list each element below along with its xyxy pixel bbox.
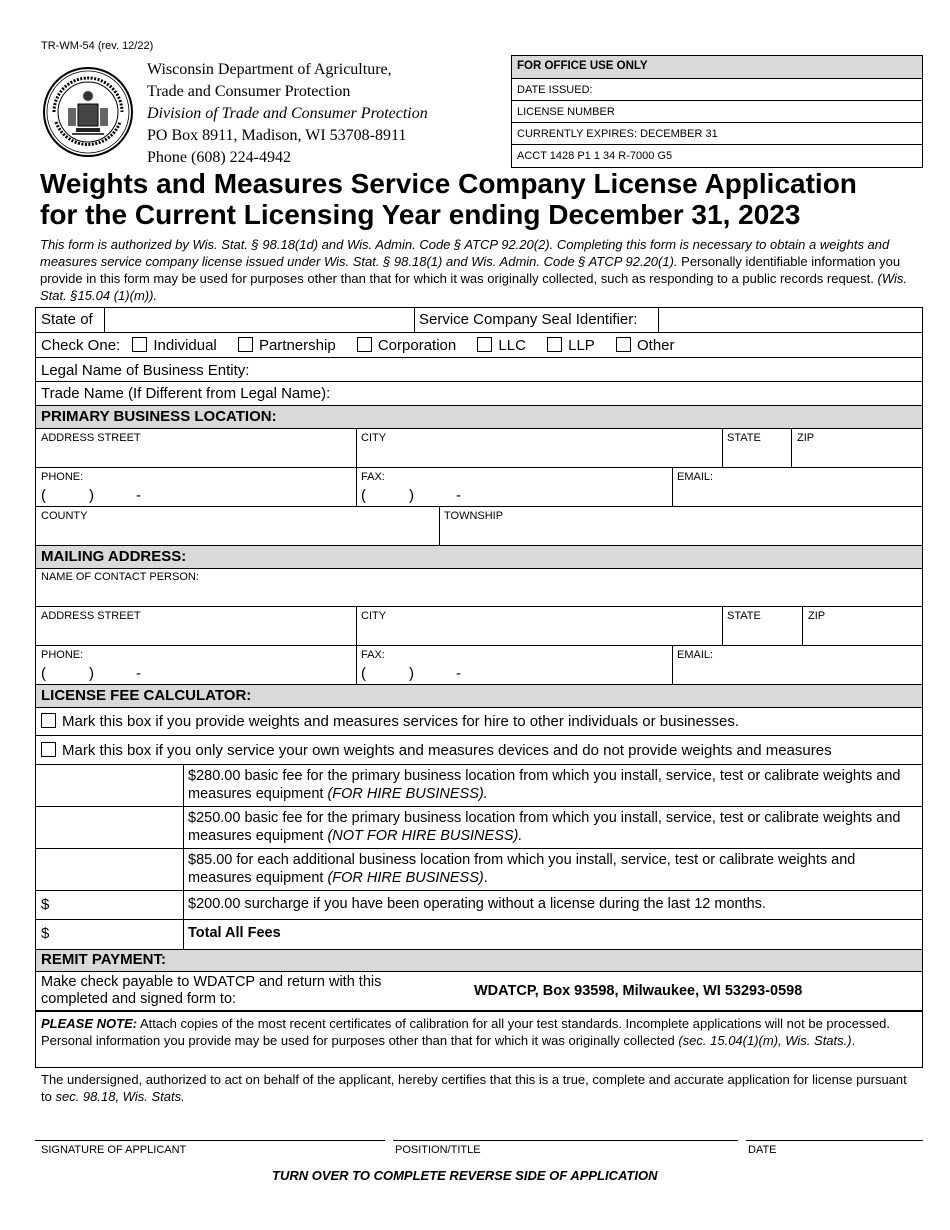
mailing-phone-paren-open: ( — [41, 665, 46, 682]
please-note-body: Attach copies of the most recent certificates of calibration for all your test standards. Incomplete applications will not be processed. Personal information you provide may be used for purposes other than that for which it was originally collected — [41, 1016, 891, 1048]
individual-label: Individual — [153, 337, 217, 354]
for-hire-checkbox[interactable] — [41, 713, 56, 728]
partnership-label: Partnership — [258, 337, 336, 354]
primary-fax-dash: - — [456, 487, 461, 504]
mailing-phone-label: PHONE: — [41, 649, 84, 661]
agency-name-line2: Trade and Consumer Protection — [147, 83, 351, 100]
fee3-emphasis: (FOR HIRE BUSINESS) — [327, 870, 484, 886]
mailing-address-street-input[interactable] — [37, 624, 355, 644]
surcharge-dollar-sign: $ — [41, 896, 50, 913]
mailing-state-label: STATE — [727, 610, 761, 622]
partnership-checkbox[interactable] — [238, 337, 253, 352]
primary-email-label: EMAIL: — [677, 471, 714, 483]
signature-label: SIGNATURE OF APPLICANT — [41, 1144, 187, 1156]
office-account: ACCT 1428 P1 1 34 R-7000 G5 — [517, 150, 673, 162]
remit-address: WDATCP, Box 93598, Milwaukee, WI 53293-0598 — [474, 983, 803, 999]
llp-label: LLP — [568, 337, 595, 354]
mailing-email-input[interactable] — [674, 663, 921, 683]
primary-phone-paren-close: ) — [89, 487, 94, 504]
own-devices-checkbox[interactable] — [41, 742, 56, 757]
please-note-cite: (sec. 15.04(1)(m), Wis. Stats.) — [678, 1033, 852, 1048]
please-note-end: . — [851, 1033, 856, 1048]
other-checkbox[interactable] — [616, 337, 631, 352]
mailing-zip-input[interactable] — [804, 624, 921, 644]
trade-name-label: Trade Name (If Different from Legal Name): — [41, 385, 331, 402]
primary-fax-paren-open: ( — [361, 487, 366, 504]
turn-over-footer: TURN OVER TO COMPLETE REVERSE SIDE OF APPLICATION — [272, 1168, 658, 1183]
other-label: Other — [636, 337, 675, 354]
agency-block — [147, 59, 428, 169]
primary-zip-input[interactable] — [793, 446, 921, 466]
fee1-amount-input[interactable] — [37, 766, 181, 804]
llc-label: LLC — [498, 337, 526, 354]
position-title-input[interactable] — [393, 1115, 738, 1140]
agency-phone: Phone (608) 224-4942 — [147, 149, 291, 166]
please-note-text — [41, 1015, 917, 1049]
agency-address: PO Box 8911, Madison, WI 53708-8911 — [147, 127, 407, 144]
llp-checkbox[interactable] — [547, 337, 562, 352]
primary-city-input[interactable] — [358, 446, 720, 466]
form-number: TR-WM-54 (rev. 12/22) — [41, 40, 154, 52]
mailing-city-label: CITY — [361, 610, 387, 622]
agency-name-line1: Wisconsin Department of Agriculture, — [147, 61, 392, 78]
surcharge-amount-input[interactable] — [54, 892, 181, 917]
certification-text — [41, 1071, 921, 1105]
primary-phone-label: PHONE: — [41, 471, 84, 483]
state-of-input[interactable] — [105, 308, 414, 332]
contact-person-label: NAME OF CONTACT PERSON: — [41, 571, 199, 583]
signature-input[interactable] — [35, 1115, 385, 1140]
mailing-address-header: MAILING ADDRESS: — [41, 548, 187, 565]
agency-division: Division of Trade and Consumer Protection — [147, 105, 428, 122]
mailing-zip-label: ZIP — [808, 610, 826, 622]
fee1-emphasis: (FOR HIRE BUSINESS). — [327, 786, 488, 802]
township-input[interactable] — [441, 524, 921, 544]
office-use-box — [511, 55, 923, 168]
check-one-label: Check One: — [41, 337, 121, 354]
primary-city-label: CITY — [361, 432, 387, 444]
mailing-fax-paren-close: ) — [409, 665, 414, 682]
state-seal-logo — [42, 66, 134, 158]
county-input[interactable] — [37, 524, 437, 544]
mailing-state-input[interactable] — [724, 624, 800, 644]
seal-identifier-input[interactable] — [659, 308, 922, 332]
primary-email-input[interactable] — [674, 485, 921, 505]
fee3-amount-input[interactable] — [37, 850, 181, 888]
surcharge-description: $200.00 surcharge if you have been operating without a license during the last 12 months. — [188, 896, 766, 912]
state-of-label: State of — [41, 311, 93, 328]
certification-cite: sec. 98.18, Wis. Stats. — [55, 1089, 185, 1104]
fee3-description — [188, 851, 918, 887]
date-input[interactable] — [746, 1115, 923, 1140]
for-hire-row — [41, 713, 739, 730]
title-line2: for the Current Licensing Year ending December 31, 2023 — [40, 199, 801, 230]
trade-name-input[interactable] — [350, 382, 920, 404]
remit-payment-header: REMIT PAYMENT: — [41, 951, 167, 968]
mailing-email-label: EMAIL: — [677, 649, 714, 661]
primary-address-street-label: ADDRESS STREET — [41, 432, 141, 444]
individual-checkbox[interactable] — [132, 337, 147, 352]
mailing-address-street-label: ADDRESS STREET — [41, 610, 141, 622]
mailing-city-input[interactable] — [358, 624, 720, 644]
primary-fax-label: FAX: — [361, 471, 385, 483]
seal-identifier-label: Service Company Seal Identifier: — [419, 311, 638, 328]
entity-type-row — [41, 337, 692, 354]
intro-part1: This form is authorized by Wis. Stat. § 98.18(1d) and Wis. Admin. Code § ATCP 92.20(2). Completing this form is necessary to obtain a weights and measures service company license issued under Wis. Stat. § 98.18(1) and Wis. Admin. Code § ATCP 92.20(1). — [40, 237, 890, 269]
fee2-text: $250.00 basic fee for the primary business location from which you install, service, test or calibrate weights and measures equipment — [188, 810, 901, 844]
please-note-label: PLEASE NOTE: — [41, 1016, 138, 1031]
mailing-fax-paren-open: ( — [361, 665, 366, 682]
office-use-title: FOR OFFICE USE ONLY — [512, 56, 922, 79]
mailing-fax-label: FAX: — [361, 649, 385, 661]
own-devices-label: Mark this box if you only service your own weights and measures devices and do not provide weights and measures — [62, 742, 832, 759]
fee-calculator-header: LICENSE FEE CALCULATOR: — [41, 687, 252, 704]
mailing-fax-input[interactable] — [358, 663, 671, 683]
primary-phone-paren-open: ( — [41, 487, 46, 504]
township-label: TOWNSHIP — [444, 510, 504, 522]
mailing-phone-dash: - — [136, 665, 141, 682]
mailing-phone-input[interactable] — [37, 663, 355, 683]
title-line1: Weights and Measures Service Company License Application — [40, 168, 857, 199]
legal-name-label: Legal Name of Business Entity: — [41, 362, 250, 379]
office-expires: CURRENTLY EXPIRES: DECEMBER 31 — [512, 123, 922, 145]
primary-phone-input[interactable] — [37, 485, 355, 505]
authorization-statement — [40, 236, 910, 304]
page-title — [40, 168, 940, 230]
legal-name-input[interactable] — [260, 358, 920, 380]
primary-location-header: PRIMARY BUSINESS LOCATION: — [41, 408, 277, 425]
primary-fax-input[interactable] — [358, 485, 671, 505]
own-devices-row — [41, 742, 832, 759]
fee2-description — [188, 809, 918, 845]
primary-zip-label: ZIP — [797, 432, 815, 444]
primary-state-input[interactable] — [724, 446, 790, 466]
remit-instruction: Make check payable to WDATCP and return with this completed and signed form to: — [41, 974, 382, 1007]
intro-part3: (Wis. Stat. §15.04 (1)(m)). — [40, 271, 907, 303]
corporation-checkbox[interactable] — [357, 337, 372, 352]
date-label: DATE — [748, 1144, 777, 1156]
primary-state-label: STATE — [727, 432, 761, 444]
for-hire-label: Mark this box if you provide weights and measures services for hire to other individuals or businesses. — [62, 713, 739, 730]
total-amount-input[interactable] — [54, 921, 181, 947]
office-license-number: LICENSE NUMBER — [512, 101, 922, 123]
intro-part2: Personally identifiable information you provide in this form may be used for purposes other than that for which it was originally collected, such as responding to a public records request. — [40, 254, 901, 286]
position-title-label: POSITION/TITLE — [395, 1144, 481, 1156]
contact-person-input[interactable] — [37, 585, 921, 605]
total-dollar-sign: $ — [41, 925, 50, 942]
mailing-phone-paren-close: ) — [89, 665, 94, 682]
fee3-end: . — [483, 870, 488, 886]
primary-phone-dash: - — [136, 487, 141, 504]
fee2-amount-input[interactable] — [37, 808, 181, 846]
county-label: COUNTY — [41, 510, 88, 522]
certification-body: The undersigned, authorized to act on behalf of the applicant, hereby certifies that this is a true, complete and accurate application for license pursuant to — [41, 1072, 907, 1104]
fee2-emphasis: (NOT FOR HIRE BUSINESS). — [327, 828, 523, 844]
mailing-fax-dash: - — [456, 665, 461, 682]
primary-fax-paren-close: ) — [409, 487, 414, 504]
llc-checkbox[interactable] — [477, 337, 492, 352]
fee1-text: $280.00 basic fee for the primary business location from which you install, service, test or calibrate weights and measures equipment — [188, 768, 901, 802]
corporation-label: Corporation — [377, 337, 457, 354]
fee1-description — [188, 767, 918, 803]
primary-address-street-input[interactable] — [37, 446, 355, 466]
office-date-issued: DATE ISSUED: — [512, 79, 922, 101]
fee3-text: $85.00 for each additional business location from which you install, service, test or calibrate weights and measures equipment — [188, 852, 856, 886]
total-label: Total All Fees — [188, 925, 281, 941]
